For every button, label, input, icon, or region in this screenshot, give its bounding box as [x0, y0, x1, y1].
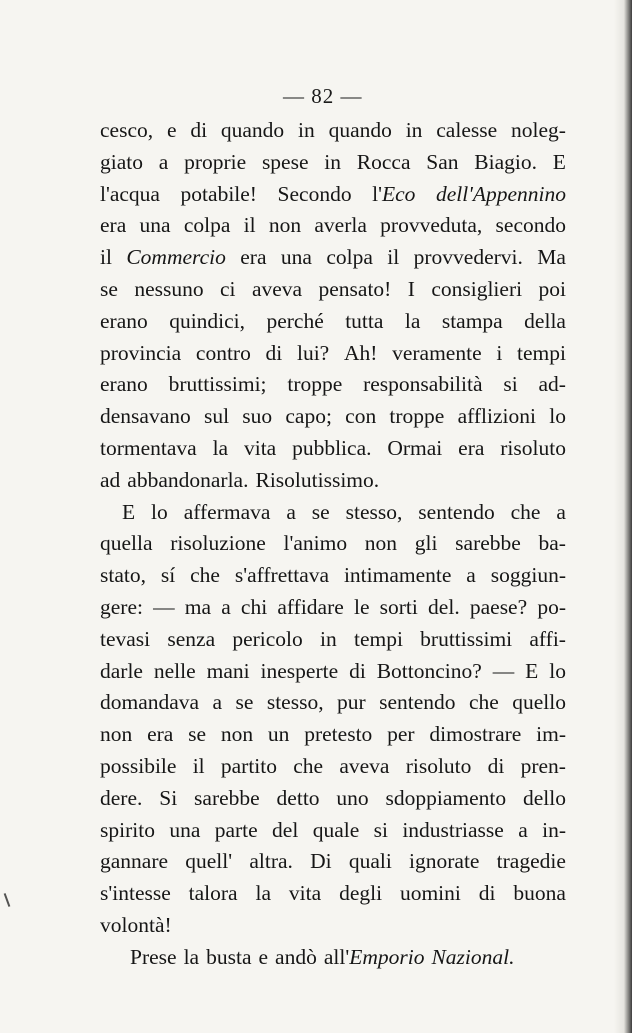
text-line: [100, 719, 566, 751]
text-line: [100, 560, 566, 592]
word: Commercio: [126, 245, 226, 270]
word: afflizioni: [457, 404, 536, 429]
word: in: [320, 626, 337, 651]
word: vita: [243, 435, 277, 460]
word: andò: [275, 944, 317, 969]
word: quella: [100, 531, 153, 556]
word: suo: [242, 404, 273, 429]
word: non: [268, 213, 302, 238]
word: Si: [159, 785, 178, 810]
word: po-: [537, 594, 566, 619]
word: lo: [151, 499, 168, 524]
word: senza: [167, 626, 216, 651]
text-line: [100, 401, 566, 433]
word: il: [100, 245, 112, 270]
text-line: [100, 210, 566, 242]
word: che: [468, 690, 499, 715]
word: sul: [203, 404, 230, 429]
word: risoluzione: [170, 531, 266, 556]
word: s'intesse: [100, 881, 171, 906]
word: tempi: [517, 340, 566, 365]
page-number: — 82 —: [283, 84, 363, 108]
word: risoluto: [405, 753, 472, 778]
word: Ma: [537, 245, 566, 270]
word: la: [183, 944, 200, 969]
word: a: [286, 499, 296, 524]
word: il: [243, 213, 256, 238]
word: buona: [513, 881, 566, 906]
word: pensato!: [318, 276, 392, 301]
word: perché: [266, 308, 324, 333]
word: detto: [276, 785, 320, 810]
word: spese: [261, 149, 309, 174]
text-line: [100, 338, 566, 370]
word: poi: [538, 276, 566, 301]
word: sentendo: [418, 499, 495, 524]
word: una: [139, 213, 171, 238]
word: talora: [188, 881, 238, 906]
word: affidare: [277, 594, 344, 619]
text-line: [100, 465, 566, 497]
word: con: [345, 404, 377, 429]
word: se: [235, 690, 254, 715]
word: industriasse: [402, 817, 504, 842]
word: pubblica.: [292, 435, 372, 460]
word: all'Emporio: [323, 944, 425, 969]
word: la: [212, 435, 229, 460]
word: vita: [288, 881, 322, 906]
word: era: [147, 722, 174, 747]
word: intimamente: [343, 563, 452, 588]
word: provvedervi.: [413, 245, 523, 270]
word: in: [324, 149, 342, 174]
word: e: [166, 118, 177, 142]
text-line: [100, 274, 566, 306]
word: ignorate: [409, 849, 480, 874]
text-line: [100, 910, 566, 942]
word: cesco,: [100, 118, 154, 142]
word: della: [524, 308, 566, 333]
word: Ormai: [387, 435, 443, 460]
word: a: [158, 149, 169, 174]
word: una: [280, 245, 312, 270]
word: in-: [542, 817, 566, 842]
word: I: [407, 276, 415, 301]
word: colpa: [326, 245, 373, 270]
word: im-: [536, 722, 566, 747]
word: stesso,: [266, 690, 324, 715]
word: non: [364, 531, 398, 556]
word: del: [272, 817, 299, 842]
text-line: [100, 624, 566, 656]
word: ad: [100, 467, 121, 492]
word: domandava: [100, 690, 200, 715]
word: sí: [160, 563, 176, 588]
word: l'Eco: [372, 181, 416, 206]
text-line: [100, 147, 566, 179]
word: che: [190, 563, 220, 588]
text-line: [100, 242, 566, 274]
text-line: [100, 115, 566, 147]
word: dere.: [100, 785, 143, 810]
text-line: [100, 592, 566, 624]
word: quindici,: [169, 308, 246, 333]
word: sorti: [379, 594, 418, 619]
word: possibile: [100, 753, 177, 778]
word: Bottoncino?: [376, 658, 482, 683]
word: Secondo: [277, 181, 352, 206]
word: Di: [310, 849, 332, 874]
word: di: [349, 658, 366, 683]
word: abbandonarla.: [127, 467, 249, 492]
word: proprie: [184, 149, 247, 174]
word: uomini: [399, 881, 461, 906]
word: darle: [100, 658, 143, 683]
word: E: [552, 149, 566, 174]
word: dell'Appennino: [436, 181, 566, 206]
word: e: [258, 944, 269, 969]
word: era: [240, 245, 267, 270]
word: erano: [100, 308, 148, 333]
word: bruttissimi: [420, 626, 513, 651]
word: provincia: [100, 340, 182, 365]
word: l'acqua: [100, 181, 160, 206]
word: busta: [206, 944, 252, 969]
word: erano: [100, 372, 148, 397]
word: pur: [337, 690, 366, 715]
word: degli: [339, 881, 383, 906]
word: averla: [314, 213, 367, 238]
word: quali: [348, 849, 392, 874]
word: Biagio.: [474, 149, 537, 174]
word: tempi: [353, 626, 403, 651]
word: E: [525, 658, 539, 683]
word: tutta: [345, 308, 384, 333]
word: la: [404, 308, 421, 333]
word: affi-: [529, 626, 566, 651]
word: una: [169, 817, 201, 842]
word: il: [192, 753, 205, 778]
word: lui?: [296, 340, 330, 365]
word: pren-: [520, 753, 566, 778]
word: troppe: [287, 372, 343, 397]
paragraph-first-line: [100, 942, 566, 974]
word: —: [153, 594, 175, 619]
word: la: [255, 881, 272, 906]
word: era: [458, 435, 485, 460]
word: quell': [185, 849, 233, 874]
word: dimostrare: [429, 722, 522, 747]
word: inesperte: [260, 658, 339, 683]
word: volontà!: [100, 912, 172, 937]
word: che: [510, 499, 541, 524]
word: si: [503, 372, 518, 397]
word: stesso,: [345, 499, 403, 524]
text-line: [100, 528, 566, 560]
word: a: [221, 594, 231, 619]
word: altra.: [249, 849, 293, 874]
word: affermava: [183, 499, 271, 524]
word: —: [492, 658, 515, 683]
word: a: [466, 563, 476, 588]
word: potabile!: [180, 181, 257, 206]
word: gannare: [100, 849, 169, 874]
word: l'animo: [283, 531, 348, 556]
word: troppe: [389, 404, 445, 429]
word: ba-: [538, 531, 566, 556]
word: ad-: [538, 372, 566, 397]
word: giato: [100, 149, 143, 174]
word: le: [353, 594, 370, 619]
word: Rocca: [356, 149, 411, 174]
word: aveva: [339, 753, 390, 778]
word: di: [487, 753, 505, 778]
word: colpa: [183, 213, 231, 238]
word: densavano: [100, 404, 191, 429]
word: contro: [195, 340, 251, 365]
text-line: [100, 846, 566, 878]
word: uno: [336, 785, 369, 810]
word: non: [220, 722, 254, 747]
word: non: [100, 722, 133, 747]
word: provveduta,: [380, 213, 483, 238]
word: lo: [549, 404, 566, 429]
text-line: [100, 783, 566, 815]
word: a: [212, 690, 223, 715]
word: sarebbe: [455, 531, 521, 556]
word: stampa: [441, 308, 503, 333]
text-line: [100, 656, 566, 688]
text-line: [100, 179, 566, 211]
word: calesse: [436, 118, 498, 142]
text-line: [100, 687, 566, 719]
word: s'affrettava: [234, 563, 330, 588]
word: un: [267, 722, 290, 747]
text-line: [100, 878, 566, 910]
word: tormentava: [100, 435, 197, 460]
word: del.: [428, 594, 460, 619]
word: pericolo: [232, 626, 303, 651]
binding-shadow: [614, 0, 632, 1033]
word: risoluto: [500, 435, 566, 460]
word: noleg-: [510, 118, 566, 142]
word: stato,: [100, 563, 146, 588]
margin-mark: [4, 893, 11, 907]
text-line: [100, 751, 566, 783]
word: secondo: [495, 213, 566, 238]
word: spirito: [100, 817, 155, 842]
word: E: [122, 499, 136, 524]
text-line: [100, 815, 566, 847]
word: gere:: [100, 594, 143, 619]
word: chi: [240, 594, 268, 619]
word: si: [373, 817, 388, 842]
word: a: [518, 817, 528, 842]
word: aveva: [251, 276, 303, 301]
word: era: [100, 213, 127, 238]
word: soggiun-: [490, 563, 566, 588]
word: ma: [184, 594, 212, 619]
word: Prese: [130, 944, 177, 969]
word: di: [478, 881, 496, 906]
word: di: [190, 118, 208, 142]
word: pretesto: [304, 722, 373, 747]
word: capo;: [285, 404, 332, 429]
word: sdoppiamento: [385, 785, 507, 810]
body-text: [100, 115, 566, 974]
word: quando: [220, 118, 285, 142]
word: consiglieri: [431, 276, 523, 301]
word: Nazional.: [431, 944, 515, 969]
word: gli: [414, 531, 438, 556]
word: se: [100, 276, 118, 301]
text-line: [100, 433, 566, 465]
word: Ah!: [343, 340, 378, 365]
word: i: [496, 340, 503, 365]
word: che: [293, 753, 324, 778]
word: parte: [214, 817, 258, 842]
word: responsabilità: [363, 372, 483, 397]
word: bruttissimi;: [168, 372, 267, 397]
text-line: [100, 306, 566, 338]
word: se: [188, 722, 207, 747]
word: nessuno: [134, 276, 204, 301]
word: mani: [206, 658, 250, 683]
word: ci: [220, 276, 236, 301]
word: sarebbe: [194, 785, 260, 810]
word: quello: [512, 690, 566, 715]
word: San: [426, 149, 459, 174]
word: dello: [523, 785, 566, 810]
word: partito: [220, 753, 277, 778]
word: a: [556, 499, 566, 524]
word: di: [265, 340, 283, 365]
word: quale: [312, 817, 360, 842]
word: in: [298, 118, 315, 142]
word: tevasi: [100, 626, 151, 651]
word: quando: [328, 118, 392, 142]
word: Risolutissimo.: [255, 467, 380, 492]
word: lo: [549, 658, 566, 683]
word: nelle: [153, 658, 196, 683]
text-line: [100, 369, 566, 401]
word: per: [387, 722, 415, 747]
paragraph-first-line: [100, 497, 566, 529]
word: paese?: [469, 594, 528, 619]
word: tragedie: [496, 849, 566, 874]
word: sentendo: [379, 690, 456, 715]
word: veramente: [392, 340, 482, 365]
word: il: [387, 245, 400, 270]
word: in: [405, 118, 423, 142]
word: se: [311, 499, 330, 524]
